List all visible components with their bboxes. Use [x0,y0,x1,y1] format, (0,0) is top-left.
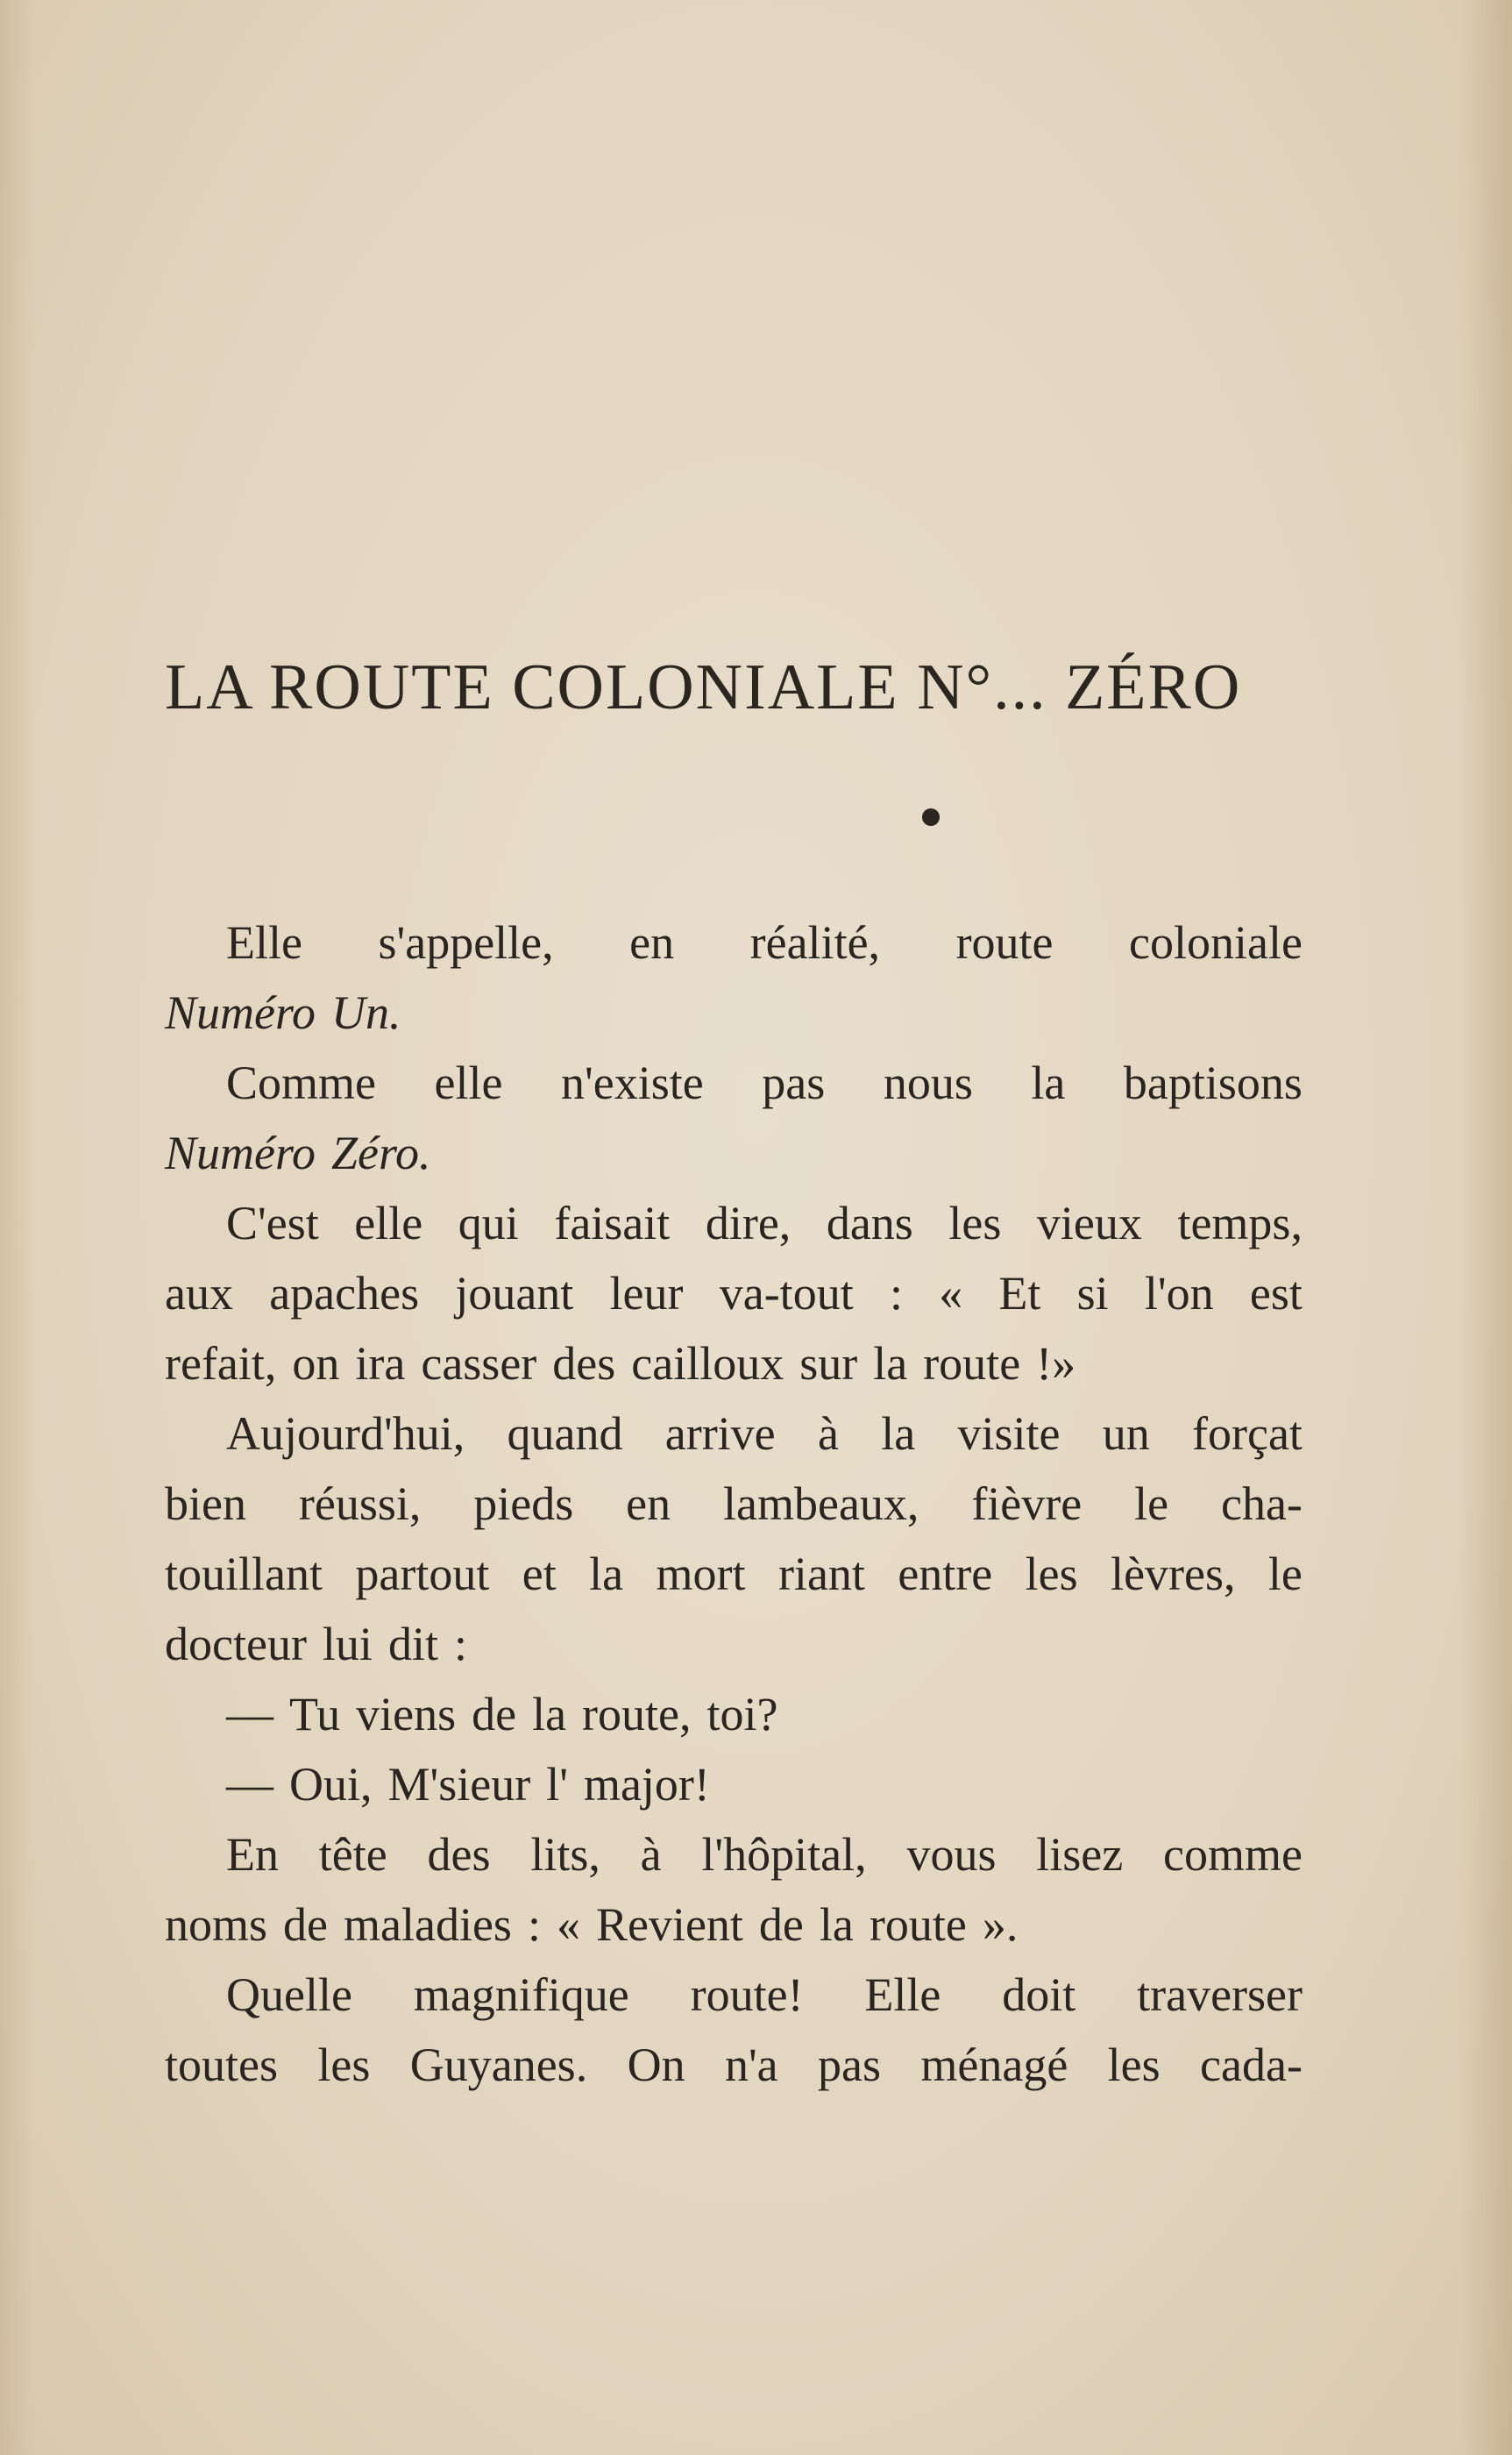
text-line: Aujourd'hui, quand arrive à la visite un forçat [226,1407,1303,1460]
page-shadow-right [1459,0,1512,2455]
text-line: Elle s'appelle, en réalité, route coloniale [226,916,1303,969]
text-line: noms de maladies : « Revient de la route ». [165,1898,1019,1951]
text-line: aux apaches jouant leur va-tout : « Et si l'on est [165,1267,1303,1320]
body-text [165,907,1303,2100]
text-line: Comme elle n'existe pas nous la baptisons [226,1057,1303,1109]
chapter-title: LA ROUTE COLONIALE N°... ZÉRO [165,651,1242,723]
text-line: refait, on ira casser des cailloux sur la route !» [165,1337,1076,1390]
text-line: Quelle magnifique route! Elle doit traverser [226,1968,1303,2021]
text-line: En tête des lits, à l'hôpital, vous lisez comme [226,1828,1303,1881]
ornament-dot-icon [922,808,940,826]
text-line: touillant partout et la mort riant entre les lèvres, le [165,1548,1303,1600]
text-line: Numéro Un. [165,986,401,1039]
text-line: C'est elle qui faisait dire, dans les vieux temps, [226,1197,1303,1249]
text-line: Numéro Zéro. [165,1127,431,1179]
page-shadow-left [0,0,35,2455]
text-line: docteur lui dit : [165,1618,467,1670]
text-line: toutes les Guyanes. On n'a pas ménagé les cada- [165,2039,1303,2091]
text-line: bien réussi, pieds en lambeaux, fièvre le cha- [165,1477,1303,1530]
text-line: — Oui, M'sieur l' major! [226,1758,710,1811]
text-line: — Tu viens de la route, toi? [226,1688,778,1740]
